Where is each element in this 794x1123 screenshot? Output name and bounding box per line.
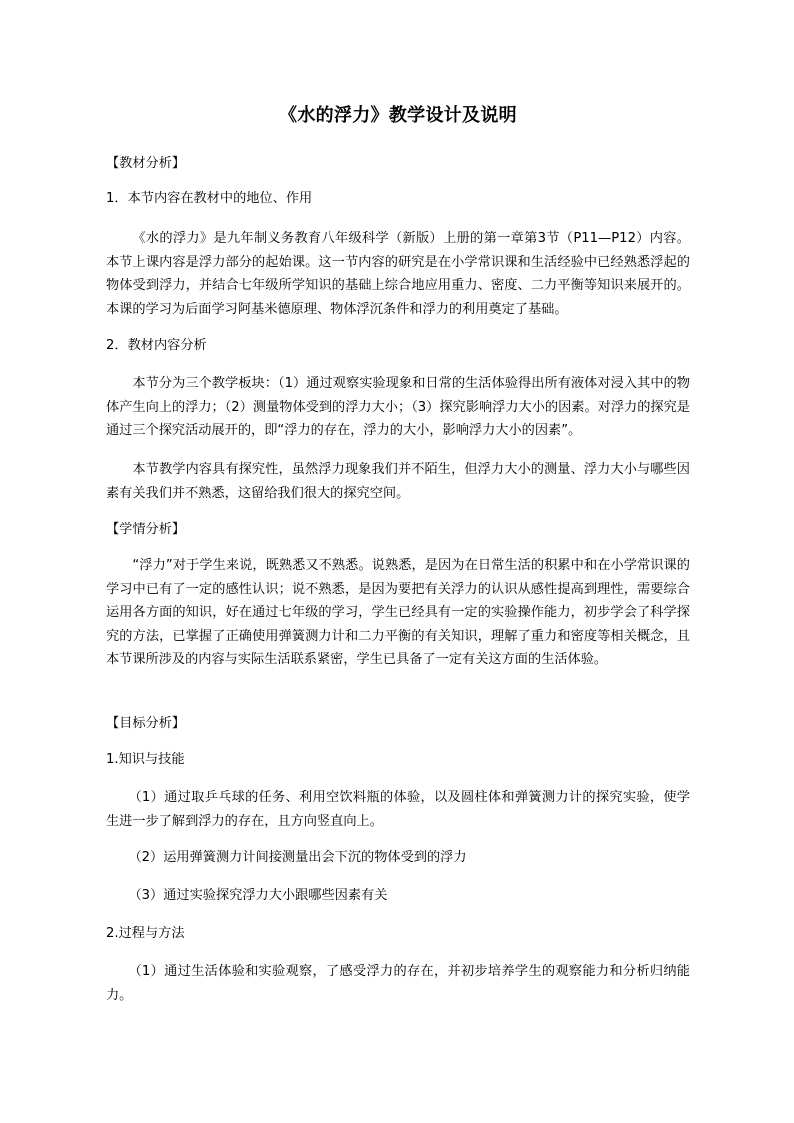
section-heading-textbook-analysis: 【教材分析】 — [106, 156, 186, 171]
paragraph-content-analysis-1: 本节分为三个教学板块：（1）通过观察实验现象和日常的生活体验得出所有液体对浸入其中的物体产生向上的浮力；（2）测量物体受到的浮力大小；（3）探究影响浮力大小的因素。对浮力的探究是通过三个探究活动展开的，即“浮力的存在，浮力的大小，影响浮力大小的因素”。 — [106, 376, 690, 438]
section-heading-student-analysis: 【学情分析】 — [106, 522, 186, 537]
list-item-process-1: （1）通过生活体验和实验观察，了感受浮力的存在，并初步培养学生的观察能力和分析归纳能力。 — [106, 964, 690, 1003]
list-item-knowledge-2: （2）运用弹簧测力计间接测量出会下沉的物体受到的浮力 — [128, 850, 467, 865]
section-heading-goal-analysis: 【目标分析】 — [106, 716, 186, 731]
list-item-knowledge-3: （3）通过实验探究浮力大小跟哪些因素有关 — [128, 888, 388, 903]
subheading-knowledge-skills: 1.知识与技能 — [106, 752, 185, 767]
document-page — [106, 0, 690, 1123]
list-item-knowledge-1: （1）通过取乒乓球的任务、利用空饮料瓶的体验，以及圆柱体和弹簧测力计的探究实验，使学生进一步了解到浮力的存在，且方向竖直向上。 — [106, 790, 690, 829]
subheading-position-role: 1．本节内容在教材中的地位、作用 — [106, 191, 313, 206]
subheading-content-analysis: 2．教材内容分析 — [106, 338, 207, 353]
paragraph-position-role: 《水的浮力》是九年制义务教育八年级科学（新版）上册的第一章第3节（P11—P12）内容。本节上课内容是浮力部分的起始课。这一节内容的研究是在小学常识课和生活经验中已经熟悉浮起的物体受到浮力，并结合七年级所学知识的基础上综合地应用重力、密度、二力平衡等知识来展开的。本课的学习为后面学习阿基米德原理、物体浮沉条件和浮力的利用奠定了基础。 — [106, 231, 690, 317]
paragraph-content-analysis-2: 本节教学内容具有探究性，虽然浮力现象我们并不陌生，但浮力大小的测量、浮力大小与哪些因素有关我们并不熟悉，这留给我们很大的探究空间。 — [106, 462, 690, 501]
document-title: 《水的浮力》教学设计及说明 — [279, 105, 517, 126]
subheading-process-method: 2.过程与方法 — [106, 926, 185, 941]
paragraph-student-analysis: “浮力”对于学生来说，既熟悉又不熟悉。说熟悉，是因为在日常生活的积累中和在小学常识课的学习中已有了一定的感性认识；说不熟悉，是因为要把有关浮力的认识从感性提高到理性，需要综合运用各方面的知识，好在通过七年级的学习，学生已经具有一定的实验操作能力，初步学会了科学探究的方法，已掌握了正确使用弹簧测力计和二力平衡的有关知识，理解了重力和密度等相关概念，且本节课所涉及的内容与实际生活联系紧密，学生已具备了一定有关这方面的生活体验。 — [106, 558, 690, 667]
